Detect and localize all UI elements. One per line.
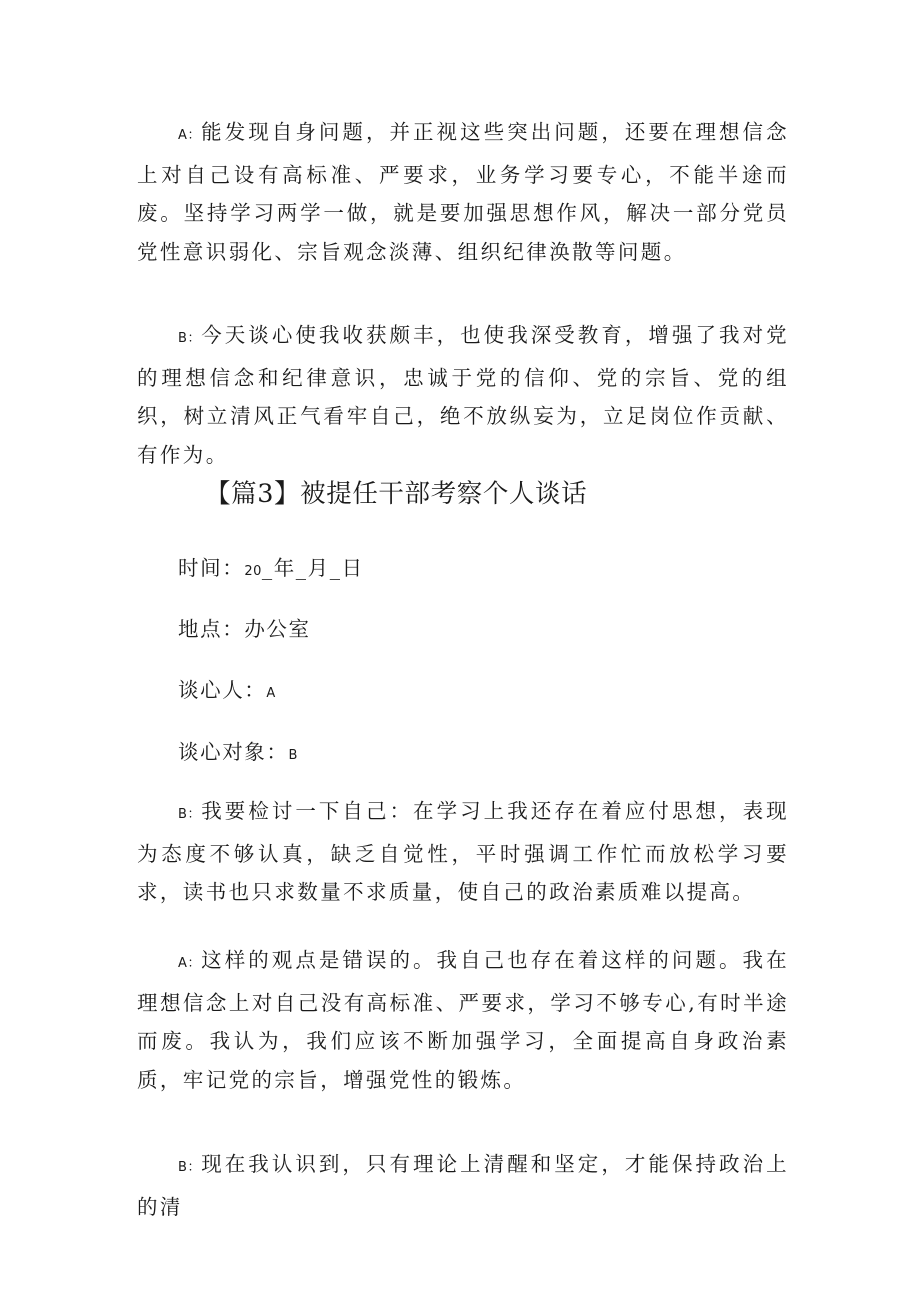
meta-time-label: 时间： [178,556,245,580]
speaker-label: A： [178,956,202,971]
speaker-label: B： [178,807,202,822]
speaker-label: B： [178,331,202,346]
meta-talker-label: 谈心人： [178,678,267,702]
meta-place [178,612,311,642]
meta-target [178,735,298,765]
meta-place-label: 地点： [178,617,245,641]
meta-target-value: B [288,748,298,763]
dialogue-paragraph-b [137,316,789,475]
speaker-label: A： [178,128,202,143]
section-heading: 【篇3】被提任干部考察个人谈话 [205,479,588,509]
paragraph-text: 今天谈心使我收获颇丰，也使我深受教育，增强了我对党的理想信念和纪律意识，忠诚于党的信仰、党的宗旨、党的组织，树立清风正气看牢自己，绝不放纵妄为，立足岗位作贡献、有作为。 [137,323,790,468]
meta-talker-value: A [266,686,276,701]
meta-time [178,551,364,581]
dialogue-paragraph-b [137,1145,789,1226]
paragraph-text: 能发现自身问题，并正视这些突出问题，还要在理想信念上对自己设有高标准、严要求，业务学习要专心，不能半途而废。坚持学习两学一做，就是要加强思想作风，解决一部分党员党性意识弱化、宗旨观念淡薄、组织纪律涣散等问题。 [137,120,789,265]
meta-time-year: 20 [244,564,262,579]
speaker-label: B： [178,1160,202,1175]
paragraph-text: 我要检讨一下自己：在学习上我还存在着应付思想，表现为态度不够认真，缺乏自觉性，平时强调工作忙而放松学习要求，读书也只求数量不求质量，使自己的政治素质难以提高。 [137,799,790,905]
meta-target-label: 谈心对象： [178,740,289,764]
meta-place-value: 办公室 [244,617,311,641]
meta-time-rest: _年_月_日 [261,556,364,580]
paragraph-text: 现在我认识到，只有理论上清醒和坚定，才能保持政治上的清 [137,1152,790,1219]
dialogue-paragraph-a [137,941,789,1100]
dialogue-paragraph-b [137,792,789,912]
paragraph-text: 这样的观点是错误的。我自己也存在着这样的问题。我在理想信念上对自己没有高标准、严要求，学习不够专心,有时半途而废。我认为，我们应该不断加强学习，全面提高自身政治素质，牢记党的宗旨，增强党性的锻炼。 [137,948,789,1093]
dialogue-paragraph-a [137,113,789,272]
meta-talker [178,673,276,703]
